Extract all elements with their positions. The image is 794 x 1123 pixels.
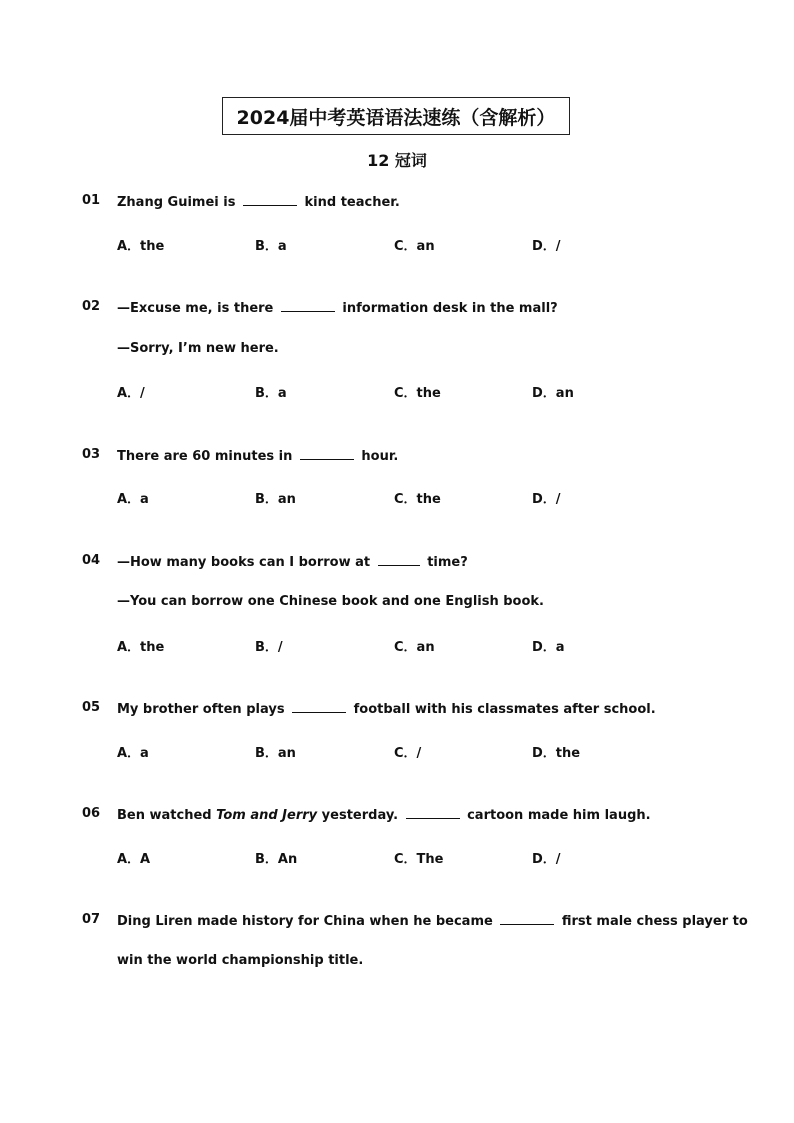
option-c: C．the — [394, 386, 441, 401]
question-number: 05 — [82, 700, 101, 715]
question-text: —Excuse me, is there information desk in the mall? — [117, 301, 558, 316]
option-d: D．a — [532, 640, 565, 655]
option-b: B．an — [255, 492, 296, 507]
question-text: Ding Liren made history for China when he became first male chess player to — [117, 914, 748, 929]
question-number: 07 — [82, 912, 101, 927]
option-a: A．/ — [117, 386, 145, 401]
question-text: Ben watched Tom and Jerry yesterday. cartoon made him laugh. — [117, 808, 651, 823]
option-d: D．the — [532, 746, 581, 761]
question-number: 06 — [82, 806, 101, 821]
option-b: B．/ — [255, 640, 283, 655]
option-a: A．a — [117, 746, 149, 761]
question-number: 04 — [82, 553, 101, 568]
answer-blank — [406, 806, 460, 819]
document-title: 2024届中考英语语法速练（含解析） — [222, 97, 570, 135]
answer-blank — [281, 299, 335, 312]
answer-blank — [292, 700, 346, 713]
option-d: D．/ — [532, 239, 561, 254]
question-text-line-2: —Sorry, I’m new here. — [117, 341, 279, 356]
option-a: A．a — [117, 492, 149, 507]
option-d: D．/ — [532, 852, 561, 867]
option-c: C．the — [394, 492, 441, 507]
answer-blank — [243, 193, 297, 206]
option-c: C．/ — [394, 746, 422, 761]
option-b: B．An — [255, 852, 298, 867]
option-d: D．/ — [532, 492, 561, 507]
italic-title: Tom and Jerry — [216, 808, 318, 823]
option-b: B．an — [255, 746, 296, 761]
answer-blank — [500, 912, 554, 925]
option-a: A．the — [117, 239, 165, 254]
option-a: A．the — [117, 640, 165, 655]
question-text: Zhang Guimei is kind teacher. — [117, 195, 400, 210]
question-text: My brother often plays football with his classmates after school. — [117, 702, 656, 717]
section-subtitle: 12 冠词 — [367, 151, 427, 170]
question-text-line-2: —You can borrow one Chinese book and one English book. — [117, 594, 545, 609]
answer-blank — [300, 447, 354, 460]
option-c: C．an — [394, 640, 435, 655]
question-text: There are 60 minutes in hour. — [117, 449, 399, 464]
option-b: B．a — [255, 239, 287, 254]
question-text-line-2: win the world championship title. — [117, 953, 364, 968]
question-number: 03 — [82, 447, 101, 462]
option-a: A．A — [117, 852, 151, 867]
option-b: B．a — [255, 386, 287, 401]
answer-blank — [378, 553, 420, 566]
option-d: D．an — [532, 386, 574, 401]
question-number: 01 — [82, 193, 101, 208]
option-c: C．an — [394, 239, 435, 254]
question-text: —How many books can I borrow at time? — [117, 555, 468, 570]
option-c: C．The — [394, 852, 444, 867]
question-number: 02 — [82, 299, 101, 314]
